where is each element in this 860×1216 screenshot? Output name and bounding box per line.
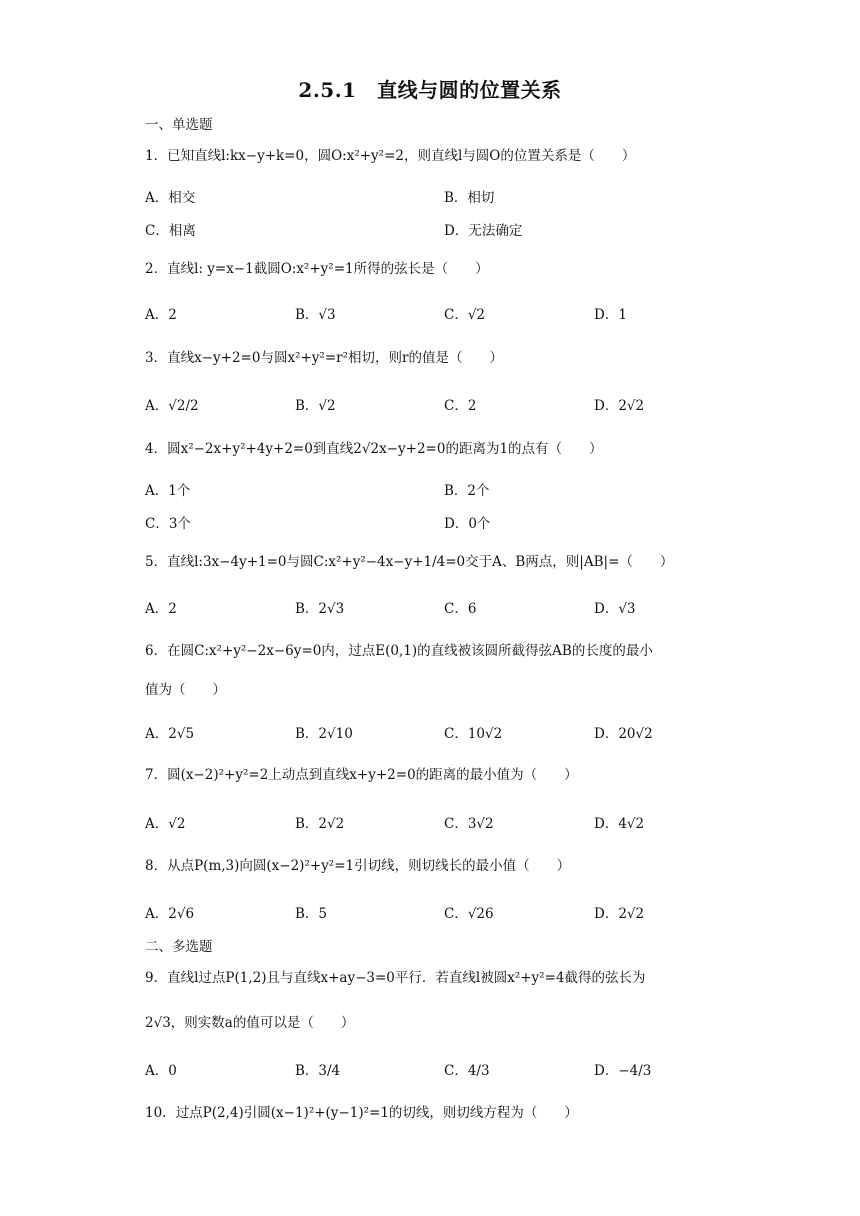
question-3: 3．直线x−y+2=0与圆x²+y²=r²相切，则r的值是（ ） [145,350,503,366]
page-title: 2.5.1 直线与圆的位置关系 [298,78,562,102]
question-2-text: 直线l: y=x−1截圆O:x²+y²=1所得的弦长是（ ） [167,261,489,277]
option-a[interactable]: A．2 [145,307,177,323]
question-1-options [145,186,745,210]
question-6: 6．在圆C:x²+y²−2x−6y=0内，过点E(0,1)的直线被该圆所截得弦AB的长度的最小 [145,643,653,659]
question-5-text: 直线l:3x−4y+1=0与圆C:x²+y²−4x−y+1/4=0交于A、B两点，则|AB|=（ ） [167,554,674,570]
option-b[interactable]: B．2√2 [295,816,345,832]
question-10-text: 过点P(2,4)引圆(x−1)²+(y−1)²=1的切线，则切线方程为（ ） [175,1105,578,1121]
option-b[interactable]: B．2个 [444,483,490,499]
option-b[interactable]: B．2√10 [295,726,353,742]
option-a[interactable]: A．1个 [145,483,191,499]
option-c[interactable]: C．相离 [145,223,196,239]
option-c[interactable]: C．6 [444,601,477,617]
option-c[interactable]: C．√2 [444,307,486,323]
option-c[interactable]: C．3个 [145,516,191,532]
option-b[interactable]: B．相切 [444,190,495,206]
question-8: 8．从点P(m,3)向圆(x−2)²+y²=1引切线，则切线长的最小值（ ） [145,858,571,874]
option-a[interactable]: A．0 [145,1063,177,1079]
question-8-text: 从点P(m,3)向圆(x−2)²+y²=1引切线，则切线长的最小值（ ） [167,858,571,874]
question-1-text: 已知直线l:kx−y+k=0，圆O:x²+y²=2，则直线l与圆O的位置关系是（ ） [167,148,636,164]
question-9-options [145,1059,745,1083]
option-d[interactable]: D．1 [594,307,627,323]
question-3-options [145,394,745,418]
option-d[interactable]: D．无法确定 [444,223,523,239]
question-7-text: 圆(x−2)²+y²=2上动点到直线x+y+2=0的距离的最小值为（ ） [167,767,578,783]
option-d[interactable]: D．−4/3 [594,1063,652,1079]
option-a[interactable]: A．相交 [145,190,196,206]
question-7: 7．圆(x−2)²+y²=2上动点到直线x+y+2=0的距离的最小值为（ ） [145,767,578,783]
option-d[interactable]: D．20√2 [594,726,653,742]
question-2-options [145,303,745,327]
question-9: 9．直线l过点P(1,2)且与直线x+ay−3=0平行．若直线l被圆x²+y²=4截得的弦长为 [145,970,646,986]
section-heading-single: 一、单选题 [145,117,213,133]
option-c[interactable]: C．4/3 [444,1063,490,1079]
option-a[interactable]: A．√2 [145,816,186,832]
question-6-line2: 值为（ ） [145,682,226,698]
question-1: 1．已知直线l:kx−y+k=0，圆O:x²+y²=2，则直线l与圆O的位置关系是（ ） [145,148,636,164]
option-d[interactable]: D．0个 [444,516,491,532]
option-b[interactable]: B．5 [295,906,328,922]
question-6-text: 在圆C:x²+y²−2x−6y=0内，过点E(0,1)的直线被该圆所截得弦AB的长度的最小 [167,643,653,659]
option-a[interactable]: A．2 [145,601,177,617]
option-a[interactable]: A．2√5 [145,726,195,742]
option-d[interactable]: D．√3 [594,601,636,617]
question-8-options [145,902,745,926]
question-5-options [145,597,745,621]
option-d[interactable]: D．2√2 [594,906,645,922]
question-3-text: 直线x−y+2=0与圆x²+y²=r²相切，则r的值是（ ） [167,350,503,366]
question-4-options [145,479,745,503]
option-b[interactable]: B．√2 [295,398,336,414]
option-d[interactable]: D．4√2 [594,816,645,832]
question-6-options [145,722,745,746]
question-7-options [145,812,745,836]
question-9-line2: 2√3，则实数a的值可以是（ ） [145,1015,355,1031]
option-b[interactable]: B．3/4 [295,1063,341,1079]
option-c[interactable]: C．10√2 [444,726,503,742]
question-4-text: 圆x²−2x+y²+4y+2=0到直线2√2x−y+2=0的距离为1的点有（ ） [167,441,603,457]
option-c[interactable]: C．√26 [444,906,494,922]
option-b[interactable]: B．√3 [295,307,336,323]
option-c[interactable]: C．2 [444,398,477,414]
question-1-options-row2 [145,219,745,243]
question-10: 10．过点P(2,4)引圆(x−1)²+(y−1)²=1的切线，则切线方程为（ ） [145,1105,578,1121]
question-9-text: 直线l过点P(1,2)且与直线x+ay−3=0平行．若直线l被圆x²+y²=4截得的弦长为 [167,970,646,986]
question-5: 5．直线l:3x−4y+1=0与圆C:x²+y²−4x−y+1/4=0交于A、B两点，则|AB|=（ ） [145,554,674,570]
option-a[interactable]: A．2√6 [145,906,195,922]
question-4: 4．圆x²−2x+y²+4y+2=0到直线2√2x−y+2=0的距离为1的点有（ ） [145,441,603,457]
question-4-options-row2 [145,512,745,536]
section-heading-multi: 二、多选题 [145,939,213,955]
option-a[interactable]: A．√2/2 [145,398,199,414]
option-b[interactable]: B．2√3 [295,601,345,617]
option-c[interactable]: C．3√2 [444,816,494,832]
question-2: 2．直线l: y=x−1截圆O:x²+y²=1所得的弦长是（ ） [145,261,489,277]
option-d[interactable]: D．2√2 [594,398,645,414]
